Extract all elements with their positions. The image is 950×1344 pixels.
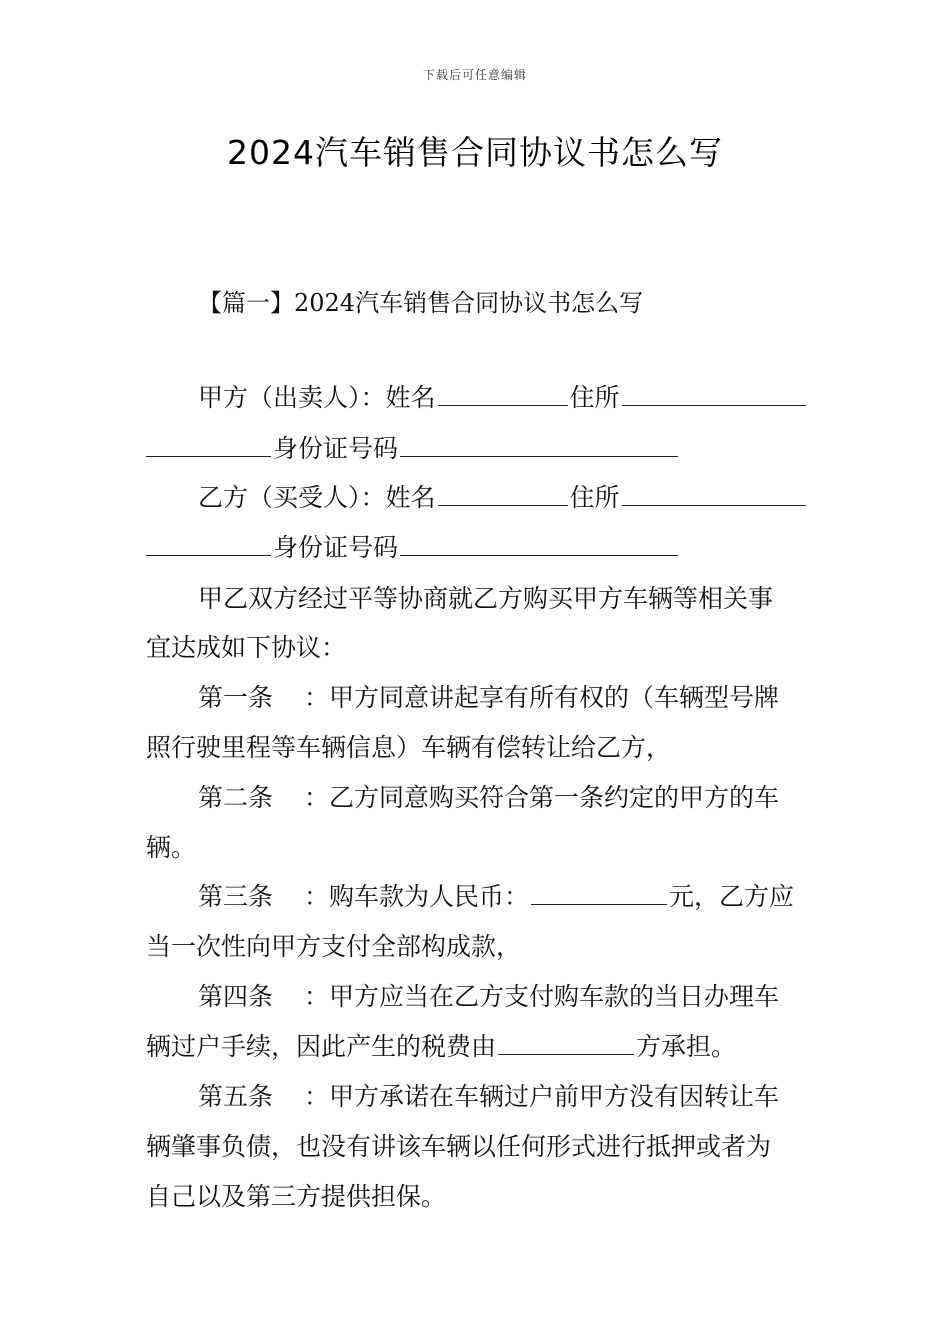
party-a-label: 甲方（出卖人）：姓名 bbox=[198, 383, 436, 412]
party-b-id-blank bbox=[400, 533, 678, 556]
party-a-address-blank bbox=[622, 383, 806, 406]
article-3-label: 第三条 bbox=[198, 882, 274, 911]
article-4-label: 第四条 bbox=[198, 982, 274, 1011]
article-3-line-1 bbox=[198, 882, 806, 912]
party-b-address-blank bbox=[622, 483, 806, 506]
section-heading: 【篇一】2024汽车销售合同协议书怎么写 bbox=[198, 289, 644, 317]
party-a-id-blank bbox=[400, 434, 678, 457]
article-5-label: 第五条 bbox=[198, 1082, 274, 1111]
article-1-line-1 bbox=[198, 683, 806, 713]
article-2-label: 第二条 bbox=[198, 783, 274, 812]
party-b-id-label: 身份证号码 bbox=[273, 533, 399, 562]
intro-line-1: 甲乙双方经过平等协商就乙方购买甲方车辆等相关事 bbox=[198, 584, 774, 613]
article-3-text-post: 元，乙方应 bbox=[669, 882, 795, 911]
party-a-name-blank bbox=[438, 383, 568, 406]
party-b-name-blank bbox=[438, 483, 568, 506]
article-3-amount-blank bbox=[531, 882, 667, 905]
article-4-line-2 bbox=[146, 1032, 806, 1062]
article-3-line-2: 当一次性向甲方支付全部构成款， bbox=[146, 932, 522, 961]
party-b-label: 乙方（买受人）：姓名 bbox=[198, 483, 436, 512]
article-5-line-3: 自己以及第三方提供担保。 bbox=[146, 1182, 447, 1211]
article-2-line-1 bbox=[198, 783, 806, 813]
article-4-line-1 bbox=[198, 982, 806, 1012]
article-5-line-1 bbox=[198, 1082, 806, 1112]
article-4-text-pre: 辆过户手续，因此产生的税费由 bbox=[146, 1032, 497, 1061]
article-1-line-2: 照行驶里程等车辆信息）车辆有偿转让给乙方， bbox=[146, 733, 672, 762]
party-a-id-label: 身份证号码 bbox=[273, 434, 399, 463]
article-4-text-post: 方承担。 bbox=[636, 1032, 737, 1061]
article-2-line-2: 辆。 bbox=[146, 833, 197, 862]
article-1-label: 第一条 bbox=[198, 683, 274, 712]
party-b-name-line bbox=[198, 483, 806, 513]
party-b-address-label: 住所 bbox=[569, 483, 620, 512]
party-b-address-blank-cont bbox=[146, 533, 271, 556]
article-5-line-2: 辆肇事负债，也没有讲该车辆以任何形式进行抵押或者为 bbox=[146, 1132, 772, 1161]
article-5-text-1: ：甲方承诺在车辆过户前甲方没有因转让车 bbox=[304, 1082, 780, 1111]
party-b-id-line bbox=[146, 533, 806, 563]
party-a-address-label: 住所 bbox=[569, 383, 620, 412]
article-4-text-1: ：甲方应当在乙方支付购车款的当日办理车 bbox=[304, 982, 780, 1011]
document-title: 2024汽车销售合同协议书怎么写 bbox=[227, 133, 723, 172]
article-2-text-1: ：乙方同意购买符合第一条约定的甲方的车 bbox=[304, 783, 780, 812]
article-4-party-blank bbox=[498, 1032, 634, 1055]
party-a-name-line bbox=[198, 383, 806, 413]
party-a-id-line bbox=[146, 434, 806, 464]
article-3-text-pre: ：购车款为人民币： bbox=[304, 882, 530, 911]
header-note: 下载后可任意编辑 bbox=[422, 68, 527, 82]
party-a-address-blank-cont bbox=[146, 434, 271, 457]
article-1-text-1: ：甲方同意讲起享有所有权的（车辆型号牌 bbox=[304, 683, 780, 712]
intro-line-2: 宜达成如下协议： bbox=[146, 633, 347, 662]
